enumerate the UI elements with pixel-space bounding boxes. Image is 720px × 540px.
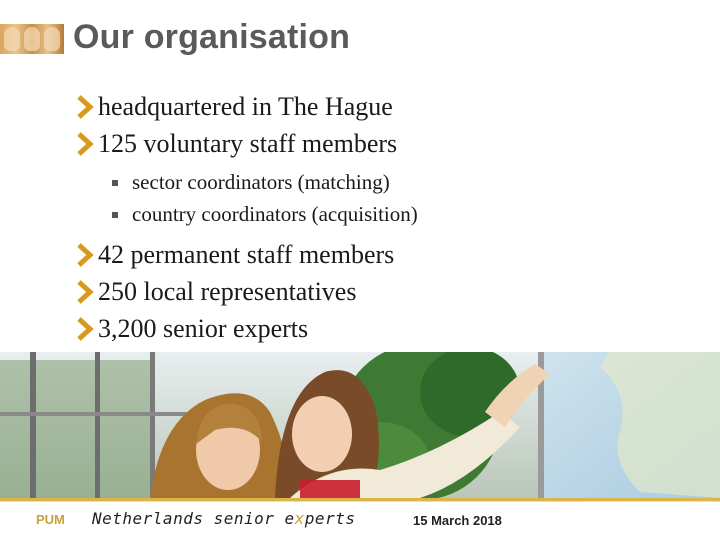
sub-bullet-item [112, 166, 676, 198]
tagline-part: Netherlands senior e [92, 509, 295, 528]
footer-rule-thin [0, 501, 720, 502]
bullet-text: 3,200 senior experts [98, 313, 309, 343]
square-bullet-icon [112, 180, 118, 186]
logo-strip [0, 24, 64, 54]
square-bullet-icon [112, 212, 118, 218]
chevron-icon [76, 316, 94, 342]
sub-bullet-list [112, 166, 676, 230]
tagline-part: perts [304, 509, 356, 528]
sub-bullet-text: country coordinators (acquisition) [132, 201, 418, 226]
sub-bullet-item [112, 198, 676, 230]
bullet-item [76, 273, 676, 310]
chevron-icon [76, 242, 94, 268]
bullet-item [76, 88, 676, 125]
bullet-list [76, 88, 676, 347]
bullet-text: 250 local representatives [98, 276, 357, 306]
chevron-icon [76, 279, 94, 305]
page-title: Our organisation [73, 18, 351, 56]
bullet-item [76, 236, 676, 273]
sub-bullet-text: sector coordinators (matching) [132, 169, 390, 194]
org-tagline [92, 509, 355, 528]
bullet-item [76, 125, 676, 162]
bullet-text: 42 permanent staff members [98, 239, 395, 269]
footer-date: 15 March 2018 [413, 513, 502, 528]
bullet-text: headquartered in The Hague [98, 91, 393, 121]
bullet-text: 125 voluntary staff members [98, 128, 398, 158]
tagline-x: x [294, 509, 305, 528]
office-photo [0, 352, 720, 498]
bullet-item [76, 310, 676, 347]
chevron-icon [76, 94, 94, 120]
chevron-icon [76, 131, 94, 157]
footer [0, 505, 720, 540]
org-short-name: PUM [36, 512, 65, 527]
